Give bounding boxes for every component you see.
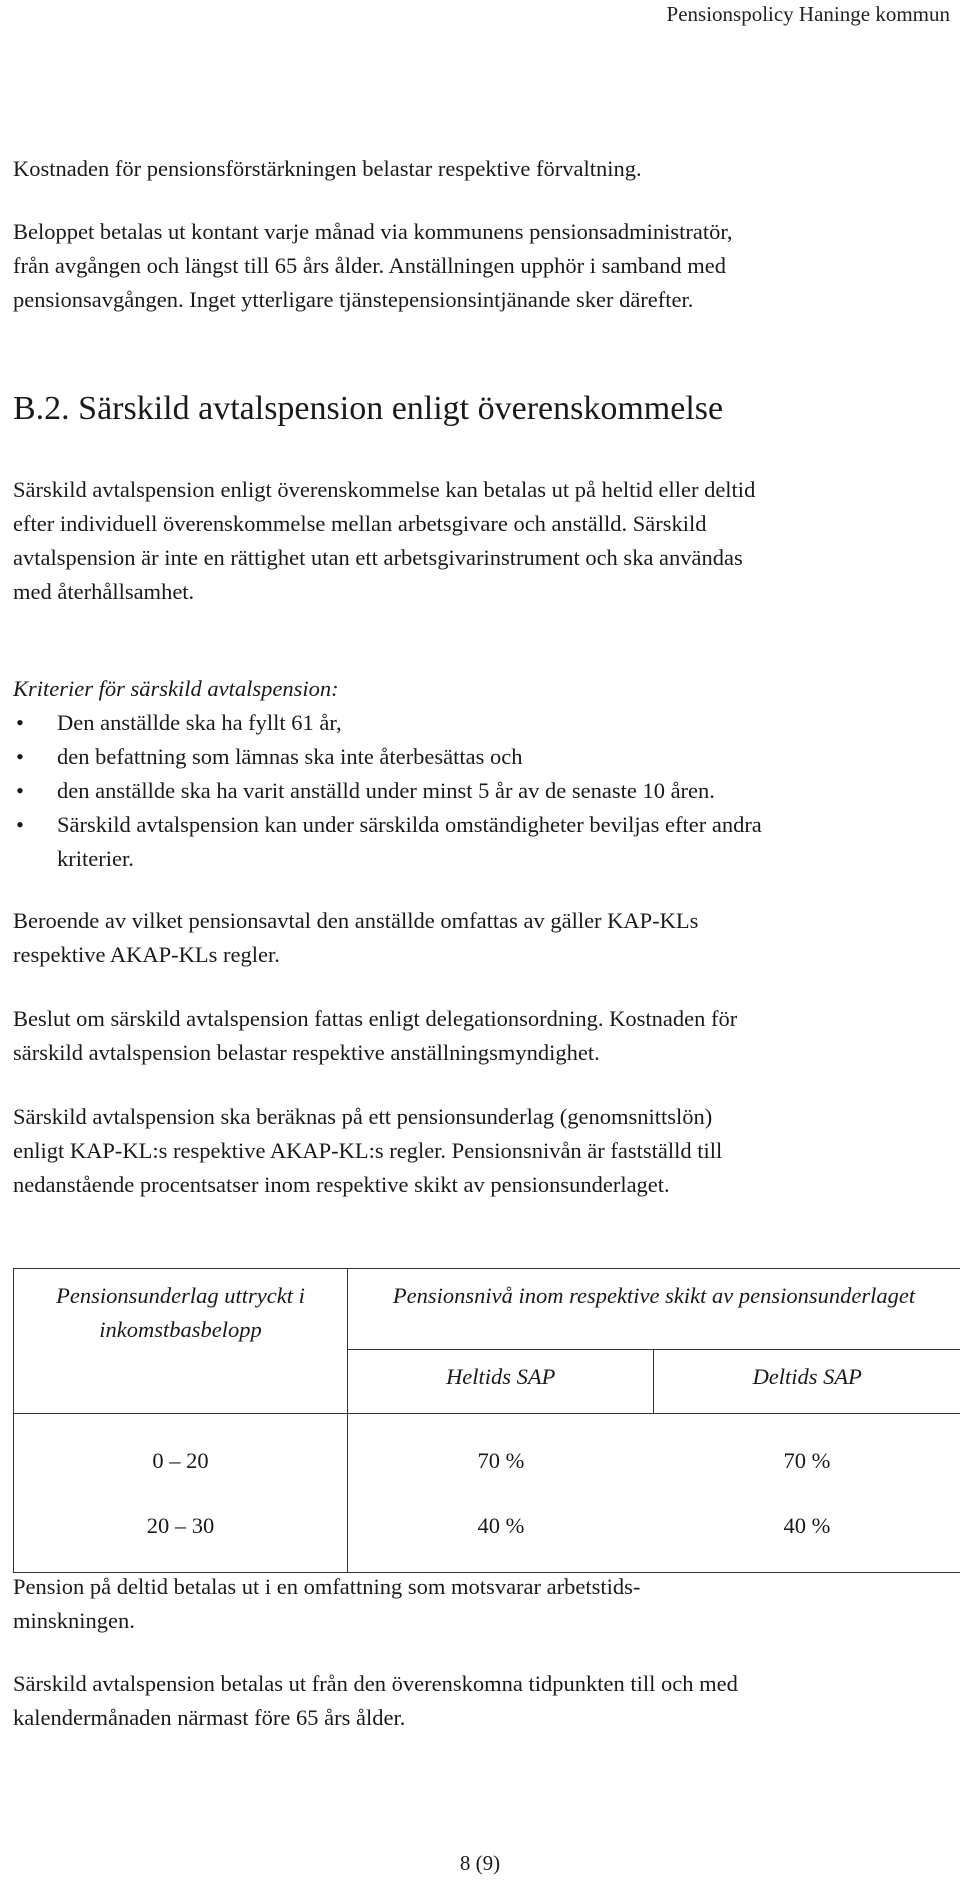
cost-paragraph: Kostnaden för pensionsförstärkningen belastar respektive förvaltning.: [13, 156, 642, 181]
payout-line: från avgången och längst till 65 års ålder. Anställningen upphör i samband med: [13, 253, 726, 278]
table-row: [14, 1509, 960, 1573]
cell-full-time: 40 %: [348, 1509, 654, 1573]
cell-part-time: 40 %: [654, 1509, 960, 1573]
intro-line: med återhållsamhet.: [13, 579, 195, 604]
bullet-icon: •: [16, 744, 24, 769]
payout-line: Beloppet betalas ut kontant varje månad via kommunens pensionsadministratör,: [13, 219, 733, 244]
page-header-title: Pensionspolicy Haninge kommun: [666, 2, 950, 26]
list-item: [13, 808, 943, 876]
list-item-text: Särskild avtalspension kan under särskilda omständigheter beviljas efter andra: [57, 812, 762, 837]
list-item-text: Den anställde ska ha fyllt 61 år,: [57, 710, 342, 735]
list-item-text: den anställde ska ha varit anställd under minst 5 år av de senaste 10 åren.: [57, 778, 715, 803]
agreement-paragraph: [13, 904, 943, 972]
decision-line: Beslut om särskild avtalspension fattas enligt delegationsordning. Kostnaden för: [13, 1006, 738, 1031]
table-header-row: [14, 1269, 960, 1350]
header-pension-level: Pensionsnivå inom respektive skikt av pensionsunderlaget: [348, 1269, 960, 1350]
calc-line: enligt KAP-KL:s respektive AKAP-KL:s regler. Pensionsnivån är fastställd till: [13, 1138, 723, 1163]
calc-line: Särskild avtalspension ska beräknas på ett pensionsunderlag (genomsnittslön): [13, 1104, 713, 1129]
page-number: 8 (9): [459, 1851, 501, 1875]
agreement-line: respektive AKAP-KLs regler.: [13, 942, 280, 967]
header-base-line: Pensionsunderlag uttryckt i: [56, 1283, 305, 1308]
list-item: [13, 706, 943, 740]
decision-line: särskild avtalspension belastar respektive anställningsmyndighet.: [13, 1040, 600, 1065]
part-time-line: Pension på deltid betalas ut i en omfattning som motsvarar arbetstids-: [13, 1574, 641, 1599]
cell-full-time: 70 %: [477, 1448, 525, 1473]
agreement-line: Beroende av vilket pensionsavtal den anställde omfattas av gäller KAP-KLs: [13, 908, 699, 933]
list-item-text: kriterier.: [57, 846, 134, 871]
header-pension-base: [14, 1269, 348, 1414]
list-item-text: den befattning som lämnas ska inte återbesättas och: [57, 744, 523, 769]
payment-end-line: Särskild avtalspension betalas ut från den överenskomna tidpunkten till och med: [13, 1671, 738, 1696]
intro-line: efter individuell överenskommelse mellan arbetsgivare och anställd. Särskild: [13, 511, 707, 536]
criteria-title: Kriterier för särskild avtalspension:: [13, 676, 339, 701]
calc-line: nedanstående procentsatser inom respektive skikt av pensionsunderlaget.: [13, 1172, 670, 1197]
cell-base: 0 – 20: [14, 1414, 348, 1510]
list-item: [13, 774, 943, 808]
part-time-paragraph: [13, 1570, 943, 1638]
part-time-line: minskningen.: [13, 1608, 135, 1633]
bullet-icon: •: [16, 710, 24, 735]
payout-paragraph: [13, 215, 943, 317]
criteria-list: [13, 706, 943, 876]
header-full-time-sap: Heltids SAP: [348, 1350, 654, 1414]
payout-line: pensionsavgången. Inget ytterligare tjänstepensionsintjänande sker därefter.: [13, 287, 694, 312]
cell-base: 20 – 30: [14, 1509, 348, 1573]
payment-end-paragraph: [13, 1667, 943, 1735]
section-heading: B.2. Särskild avtalspension enligt överenskommelse: [13, 390, 724, 427]
decision-paragraph: [13, 1002, 943, 1070]
intro-line: Särskild avtalspension enligt överenskommelse kan betalas ut på heltid eller deltid: [13, 477, 756, 502]
list-item: [13, 740, 943, 774]
payment-end-line: kalendermånaden närmast före 65 års ålder.: [13, 1705, 406, 1730]
pension-level-table: [13, 1268, 960, 1573]
bullet-icon: •: [16, 812, 24, 837]
header-base-line: inkomstbasbelopp: [99, 1317, 262, 1342]
calculation-paragraph: [13, 1100, 943, 1202]
intro-line: avtalspension är inte en rättighet utan ett arbetsgivarinstrument och ska användas: [13, 545, 743, 570]
bullet-icon: •: [16, 778, 24, 803]
header-part-time-sap: Deltids SAP: [654, 1350, 960, 1414]
section-intro-paragraph: [13, 473, 943, 609]
cell-part-time: 70 %: [654, 1414, 960, 1510]
table-row: [14, 1414, 960, 1510]
